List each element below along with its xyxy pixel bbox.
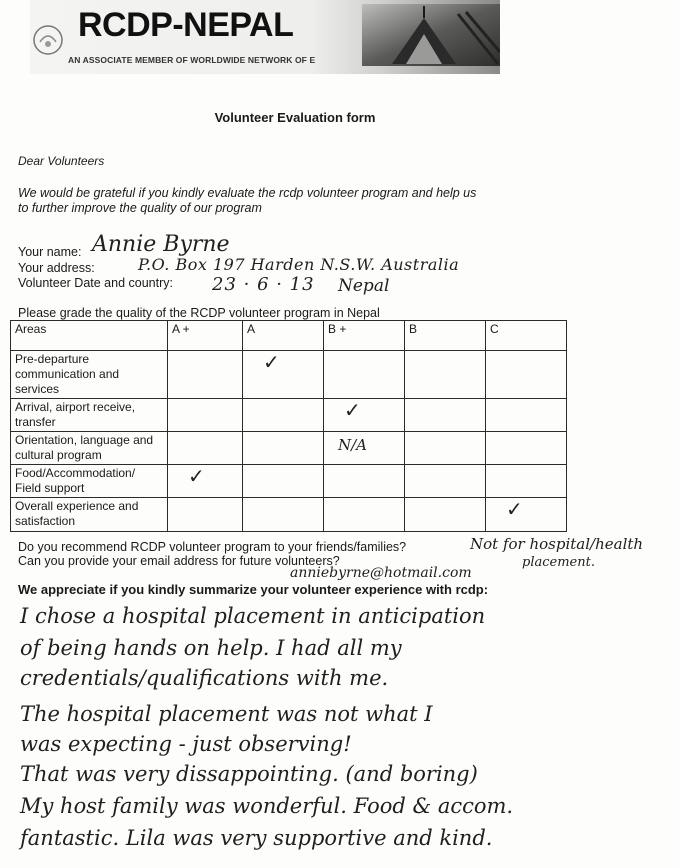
- grading-table: [10, 320, 567, 532]
- summary-heading: We appreciate if you kindly summarize your volunteer experience with rcdp:: [18, 582, 489, 597]
- name-label: Your name:: [18, 245, 82, 259]
- summary-line: My host family was wonderful. Food & accom.: [20, 794, 514, 818]
- row-area: Food/Accommodation/ Field support: [11, 465, 168, 498]
- summary-line: credentials/qualifications with me.: [20, 666, 389, 690]
- table-row: [11, 351, 567, 399]
- grade-cell: [405, 432, 486, 465]
- grade-cell: [486, 465, 567, 498]
- intro-line-2: to further improve the quality of our program: [18, 201, 262, 215]
- checkmark-icon: ✓: [188, 464, 205, 488]
- logo-subtitle: AN ASSOCIATE MEMBER OF WORLDWIDE NETWORK OF E: [68, 55, 316, 65]
- table-row: [11, 399, 567, 432]
- table-row: [11, 465, 567, 498]
- grade-cell: [243, 465, 324, 498]
- row-area: Pre-departure communication and services: [11, 351, 168, 399]
- country-value: Nepal: [338, 276, 390, 296]
- row-area: Arrival, airport receive, transfer: [11, 399, 168, 432]
- grade-cell: [405, 465, 486, 498]
- grade-cell: [405, 498, 486, 532]
- date-value: 23 · 6 · 13: [212, 274, 315, 295]
- grade-cell: [324, 351, 405, 399]
- grade-cell: [324, 498, 405, 532]
- grade-cell: [168, 399, 243, 432]
- summary-line: That was very dissappointing. (and boring): [20, 762, 478, 786]
- grade-cell: [486, 498, 567, 532]
- grade-cell: [405, 399, 486, 432]
- header-b-plus: B +: [324, 321, 405, 351]
- email-question: Can you provide your email address for future volunteers?: [18, 554, 340, 568]
- checkmark-icon: ✓: [506, 497, 523, 521]
- grade-cell: [168, 351, 243, 399]
- checkmark-icon: ✓: [344, 398, 361, 422]
- grade-cell: [243, 432, 324, 465]
- logo-title: RCDP-NEPAL: [78, 6, 294, 44]
- row-area: Orientation, language and cultural program: [11, 432, 168, 465]
- header-areas: Areas: [11, 321, 168, 351]
- header-a-plus: A +: [168, 321, 243, 351]
- address-value: P.O. Box 197 Harden N.S.W. Australia: [138, 255, 460, 274]
- date-label: Volunteer Date and country:: [18, 276, 173, 290]
- table-row: [11, 432, 567, 465]
- grade-cell: [243, 399, 324, 432]
- header-c: C: [486, 321, 567, 351]
- form-title: Volunteer Evaluation form: [214, 110, 376, 125]
- grade-cell: [324, 432, 405, 465]
- grade-cell: [168, 498, 243, 532]
- grade-cell: [168, 465, 243, 498]
- address-label: Your address:: [18, 261, 95, 275]
- grading-instruction: Please grade the quality of the RCDP volunteer program in Nepal: [18, 306, 380, 320]
- summary-line: The hospital placement was not what I: [20, 702, 433, 726]
- recommend-question: Do you recommend RCDP volunteer program to your friends/families?: [18, 540, 407, 554]
- table-row: [11, 498, 567, 532]
- not-applicable-mark: N/A: [338, 436, 368, 454]
- header-b: B: [405, 321, 486, 351]
- checkmark-icon: ✓: [263, 350, 280, 374]
- grade-cell: [168, 432, 243, 465]
- temple-photo-icon: [362, 4, 500, 66]
- grade-cell: [324, 465, 405, 498]
- recommend-answer-cont: placement.: [522, 555, 595, 570]
- grade-cell: [486, 399, 567, 432]
- grade-cell: [486, 432, 567, 465]
- grade-cell: [405, 351, 486, 399]
- grading-header-row: [11, 321, 567, 351]
- grade-cell: [243, 351, 324, 399]
- grade-cell: [243, 498, 324, 532]
- summary-line: fantastic. Lila was very supportive and kind.: [20, 826, 493, 850]
- name-value: Annie Byrne: [92, 232, 230, 257]
- email-answer: anniebyrne@hotmail.com: [290, 565, 472, 581]
- summary-line: was expecting - just observing!: [20, 732, 352, 756]
- row-area: Overall experience and satisfaction: [11, 498, 168, 532]
- grade-cell: [324, 399, 405, 432]
- greeting: Dear Volunteers: [18, 154, 105, 168]
- summary-line: of being hands on help. I had all my: [20, 636, 402, 660]
- grade-cell: [486, 351, 567, 399]
- recommend-answer: Not for hospital/health: [470, 535, 644, 553]
- header-a: A: [243, 321, 324, 351]
- intro-line-1: We would be grateful if you kindly evaluate the rcdp volunteer program and help us: [18, 186, 477, 200]
- summary-line: I chose a hospital placement in anticipation: [20, 604, 486, 628]
- rcdp-emblem-icon: [30, 22, 66, 58]
